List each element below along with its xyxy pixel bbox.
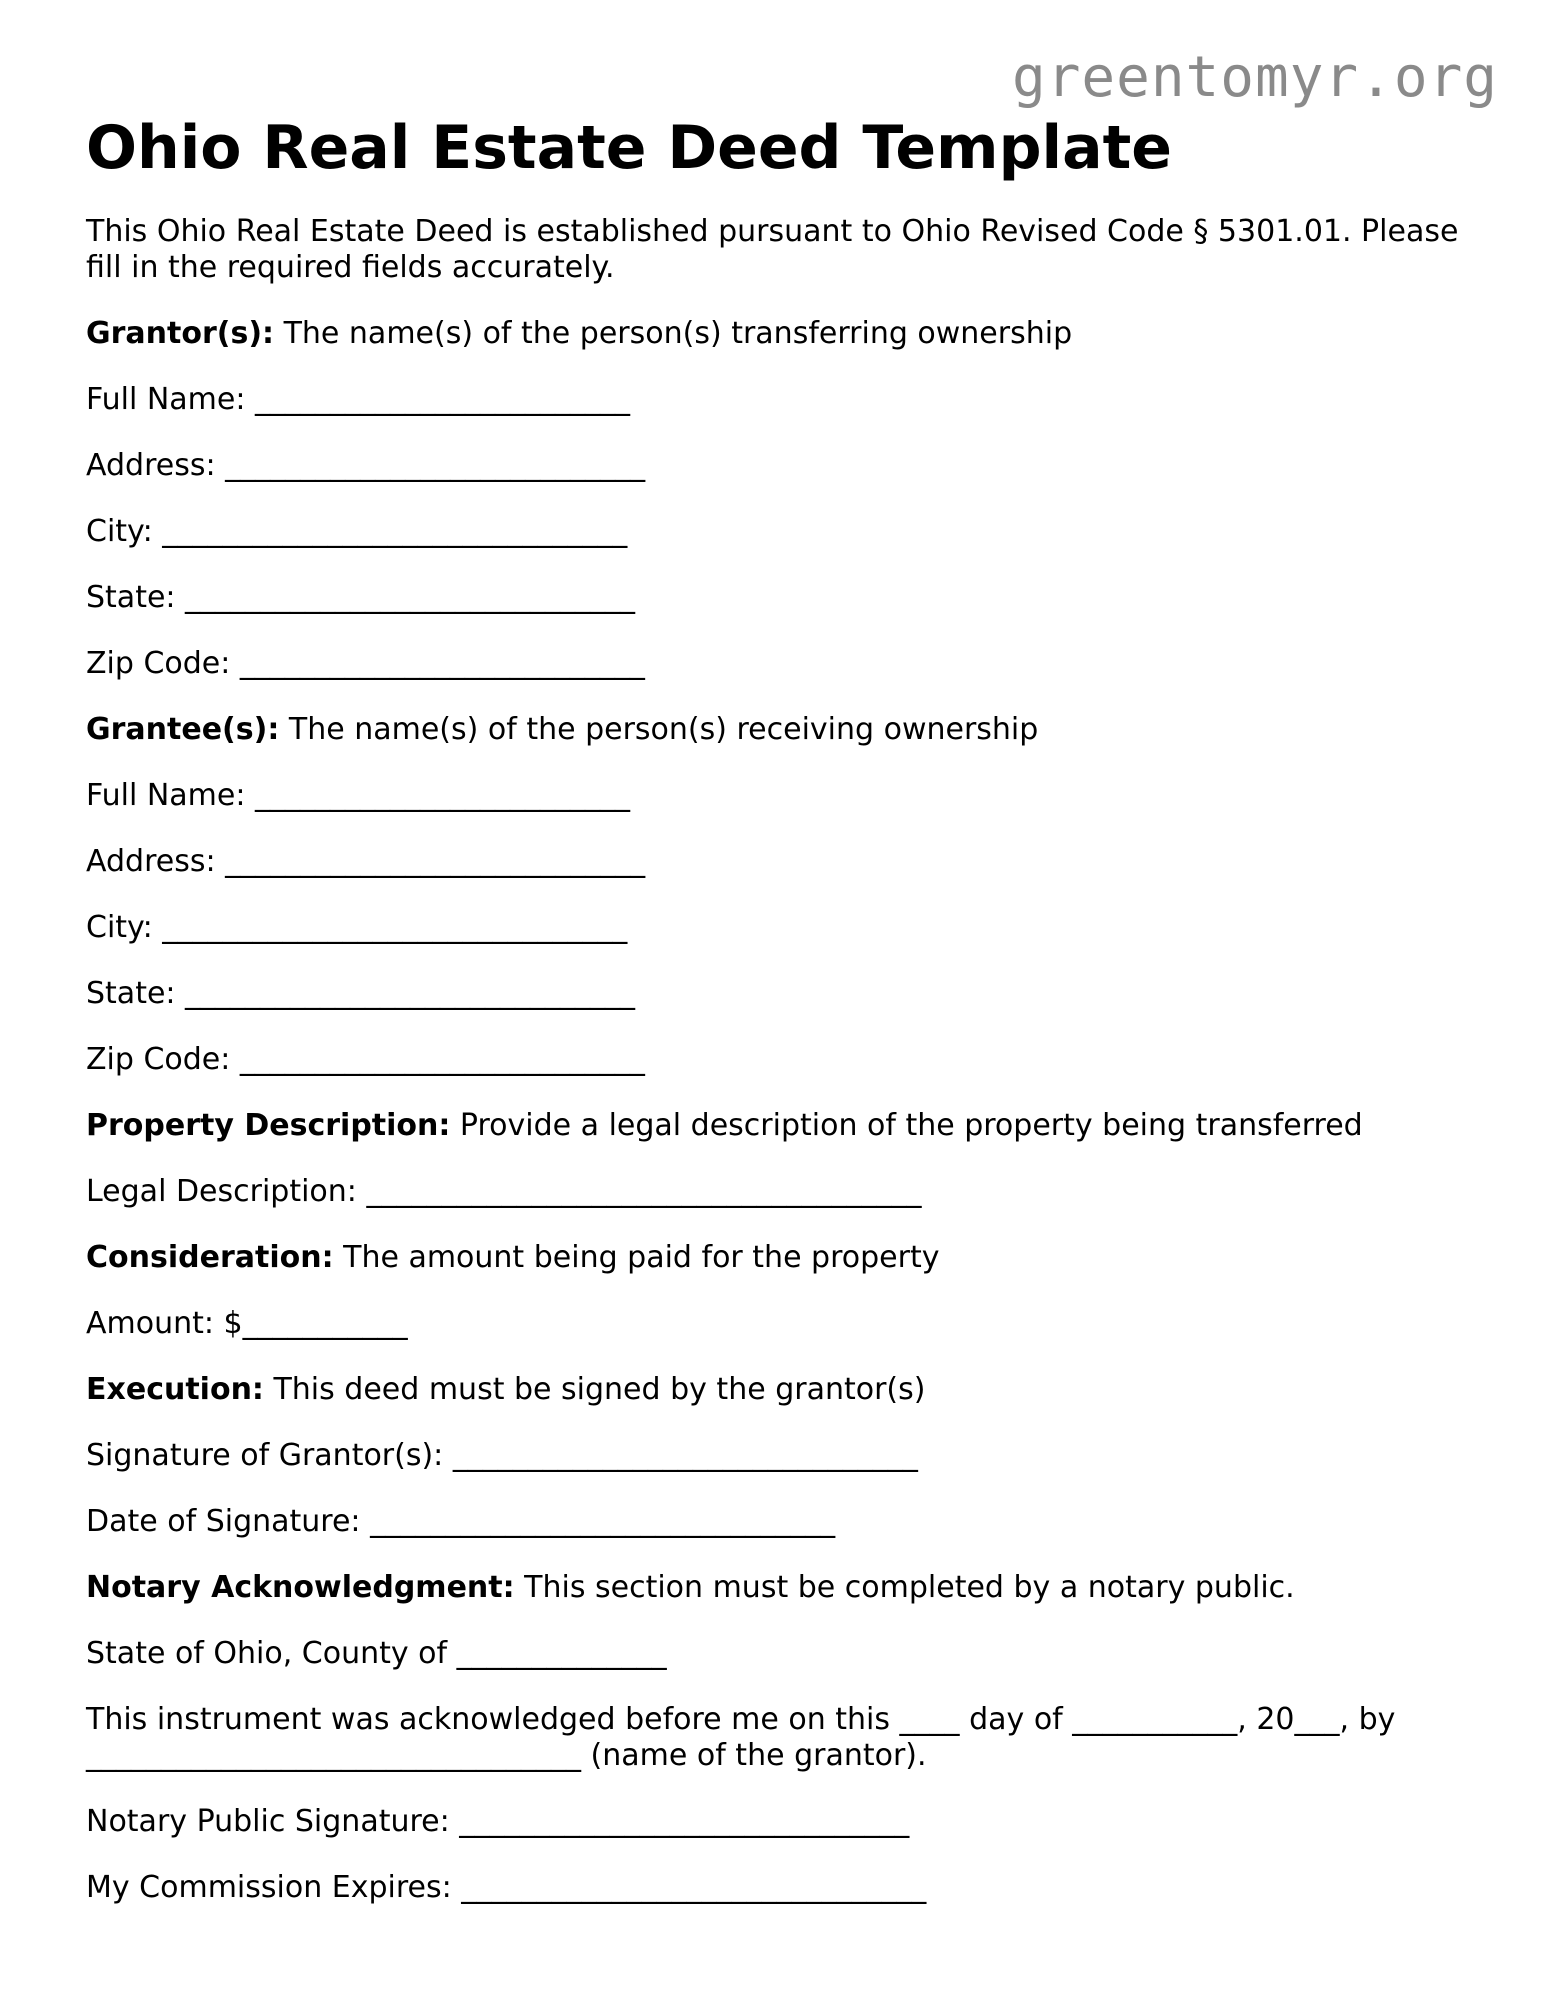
commission-expires-field[interactable]: My Commission Expires: _______________________________ (86, 1870, 927, 1905)
grantor-address-field[interactable]: Address: ____________________________ (86, 448, 646, 483)
property-heading: Property Description: (86, 1108, 451, 1143)
consideration-heading: Consideration: (86, 1240, 334, 1275)
signature-date-field[interactable]: Date of Signature: _______________________________ (86, 1504, 836, 1539)
notary-section-heading (86, 1570, 1486, 1606)
grantor-description: The name(s) of the person(s) transferring ownership (274, 316, 1073, 351)
notary-description: This section must be completed by a notary public. (514, 1570, 1295, 1605)
grantee-city-field[interactable]: City: _______________________________ (86, 910, 628, 945)
grantee-state-field[interactable]: State: ______________________________ (86, 976, 636, 1011)
grantee-section-heading (86, 712, 1486, 748)
grantee-full-name-field[interactable]: Full Name: _________________________ (86, 778, 630, 813)
grantor-zip-field[interactable]: Zip Code: ___________________________ (86, 646, 645, 681)
county-field[interactable]: State of Ohio, County of ______________ (86, 1636, 667, 1671)
acknowledgment-line-2[interactable]: _________________________________ (name of the grantor). (86, 1738, 927, 1773)
consideration-section-heading (86, 1240, 1486, 1276)
grantee-description: The name(s) of the person(s) receiving ownership (279, 712, 1039, 747)
grantee-heading: Grantee(s): (86, 712, 280, 747)
grantor-signature-field[interactable]: Signature of Grantor(s): _______________________________ (86, 1438, 918, 1473)
watermark: greentomyr.org (1011, 45, 1498, 110)
execution-description: This deed must be signed by the grantor(s) (263, 1372, 926, 1407)
property-description: Provide a legal description of the property being transferred (450, 1108, 1363, 1143)
consideration-description: The amount being paid for the property (333, 1240, 940, 1275)
page-title: Ohio Real Estate Deed Template (86, 113, 1172, 183)
grantor-full-name-field[interactable]: Full Name: _________________________ (86, 382, 630, 417)
acknowledgment-line-1[interactable]: This instrument was acknowledged before me on this ____ day of ___________, 20___, by (86, 1702, 1396, 1737)
execution-section-heading (86, 1372, 1486, 1408)
grantor-section-heading (86, 316, 1486, 352)
grantee-zip-field[interactable]: Zip Code: ___________________________ (86, 1042, 645, 1077)
intro-paragraph: This Ohio Real Estate Deed is established pursuant to Ohio Revised Code § 5301.01. Please fill in the required fields accurately. (86, 214, 1459, 285)
grantor-heading: Grantor(s): (86, 316, 275, 351)
notary-signature-field[interactable]: Notary Public Signature: ______________________________ (86, 1804, 910, 1839)
amount-field[interactable]: Amount: $___________ (86, 1306, 408, 1341)
deed-document (86, 108, 1486, 1936)
execution-heading: Execution: (86, 1372, 264, 1407)
grantee-address-field[interactable]: Address: ____________________________ (86, 844, 646, 879)
grantor-city-field[interactable]: City: _______________________________ (86, 514, 628, 549)
grantor-state-field[interactable]: State: ______________________________ (86, 580, 636, 615)
notary-heading: Notary Acknowledgment: (86, 1570, 515, 1605)
property-section-heading (86, 1108, 1486, 1144)
legal-description-field[interactable]: Legal Description: _____________________________________ (86, 1174, 922, 1209)
